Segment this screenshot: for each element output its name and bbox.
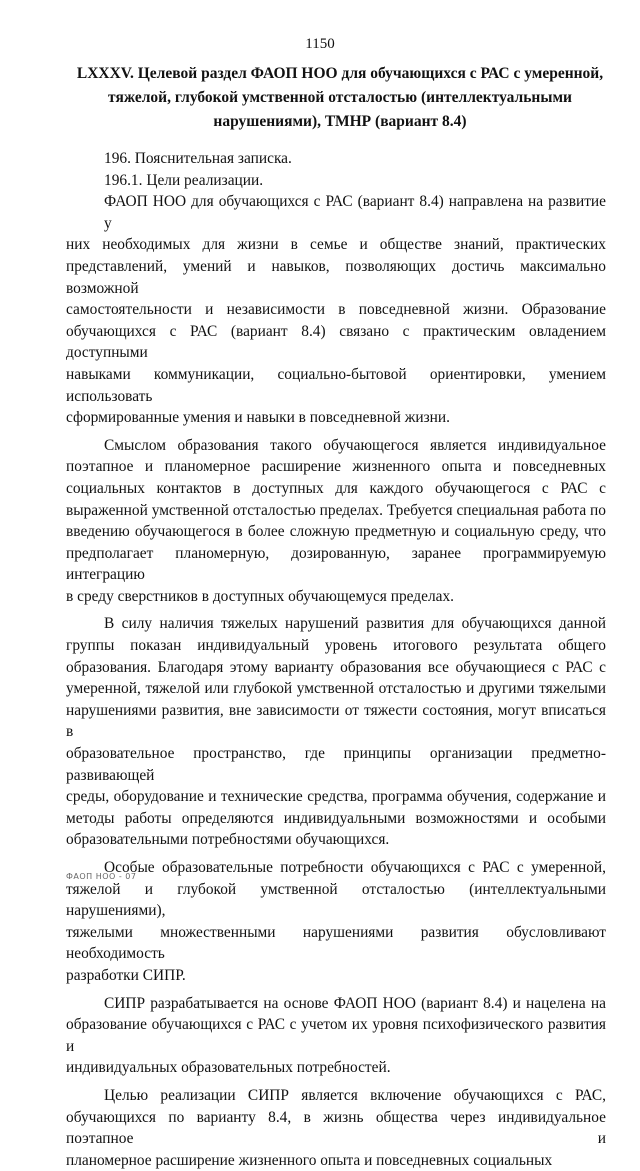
paragraph <box>66 613 606 851</box>
paragraph-line: образования. Благодаря этому варианту образования все обучающиеся с РАС с <box>66 658 606 676</box>
paragraph-line: среды, оборудование и технические средства, программа обучения, содержание и <box>66 788 606 806</box>
heading-line: тяжелой, глубокой умственной отсталостью (интеллектуальными <box>108 89 572 106</box>
paragraph-line: методы работы определяются индивидуальными возможностями и особыми <box>66 809 606 827</box>
paragraph-line: ФАОП НОО для обучающихся с РАС (вариант 8.4) направлена на развитие у <box>104 193 606 232</box>
section-heading <box>60 62 620 134</box>
paragraph-line: Особые образовательные потребности обучающихся с РАС с умеренной, <box>104 859 606 876</box>
paragraph-line: обучающихся по варианту 8.4, в жизнь общества через индивидуальное поэтапное и <box>66 1108 606 1148</box>
paragraph-line: образовательное пространство, где принципы организации предметно-развивающей <box>66 745 606 784</box>
paragraph <box>66 191 606 429</box>
paragraph-line: тяжелыми множественными нарушениями развития обусловливают необходимость <box>66 923 606 963</box>
paragraph-line: 196.1. Цели реализации. <box>104 171 264 189</box>
paragraph-line: тяжелой и глубокой умственной отсталостью (интеллектуальными нарушениями), <box>66 880 606 920</box>
paragraph <box>66 857 606 987</box>
paragraph-line: представлений, умений и навыков, позволяющих достичь максимально возможной <box>66 257 606 297</box>
paragraph-line: предполагает планомерную, дозированную, заранее программируемую интеграцию <box>66 544 606 584</box>
footer-code: ФАОП НОО - 07 <box>66 872 137 881</box>
paragraph-line: разработки СИПР. <box>66 966 186 984</box>
heading-line: LXXXV. Целевой раздел ФАОП НОО для обучающихся с РАС с умеренной, <box>76 65 604 82</box>
paragraph <box>66 148 606 170</box>
paragraph-line: В силу наличия тяжелых нарушений развития для обучающихся данной <box>104 615 606 633</box>
paragraph-line: Целью реализации СИПР является включение обучающихся с РАС, <box>104 1086 606 1104</box>
paragraph-line: навыками коммуникации, социально-бытовой ориентировки, умением использовать <box>66 365 606 405</box>
paragraph-line: введению обучающегося в более сложную предметную и социальную среду, что <box>66 523 606 541</box>
document-body <box>66 148 606 1171</box>
paragraph <box>66 435 606 608</box>
paragraph-line: них необходимых для жизни в семье и обществе знаний, практических <box>66 236 606 254</box>
paragraph-line: поэтапное и планомерное расширение жизненного опыта и повседневных <box>66 458 606 476</box>
paragraph-line: сформированные умения и навыки в повседневной жизни. <box>66 409 451 427</box>
paragraph-line: самостоятельности и независимости в повседневной жизни. Образование <box>66 301 606 319</box>
paragraph-line: нарушениями развития, вне зависимости от тяжести состояния, могут вписаться в <box>66 701 606 741</box>
heading-line: нарушениями), ТМНР (вариант 8.4) <box>213 113 467 130</box>
page-number: 1150 <box>305 36 335 52</box>
paragraph <box>66 1085 606 1171</box>
paragraph-line: 196. Пояснительная записка. <box>104 150 292 167</box>
paragraph-line: образование обучающихся с РАС с учетом их уровня психофизического развития и <box>66 1016 606 1055</box>
paragraph-line: планомерное расширение жизненного опыта и повседневных социальных <box>66 1151 553 1169</box>
paragraph-line: СИПР разрабатывается на основе ФАОП НОО (вариант 8.4) и нацелена на <box>104 994 606 1012</box>
paragraph-line: в среду сверстников в доступных обучающемуся пределах. <box>66 587 454 605</box>
paragraph-line: индивидуальных образовательных потребностей. <box>66 1059 391 1077</box>
paragraph-line: Смыслом образования такого обучающегося является индивидуальное <box>104 436 606 454</box>
paragraph <box>66 170 606 192</box>
paragraph-line: обучающихся с РАС (вариант 8.4) связано с практическим овладением доступными <box>66 322 606 362</box>
paragraph-line: социальных контактов в доступных для каждого обучающегося с РАС с <box>66 479 606 497</box>
paragraph-line: выраженной умственной отсталостью пределах. Требуется специальная работа по <box>66 501 606 519</box>
paragraph <box>66 993 606 1079</box>
paragraph-line: группы показан индивидуальный уровень итогового результата общего <box>66 637 606 655</box>
paragraph-line: образовательными потребностями обучающихся. <box>66 831 390 849</box>
paragraph-line: умеренной, тяжелой или глубокой умственной отсталостью и другими тяжелыми <box>66 680 606 698</box>
